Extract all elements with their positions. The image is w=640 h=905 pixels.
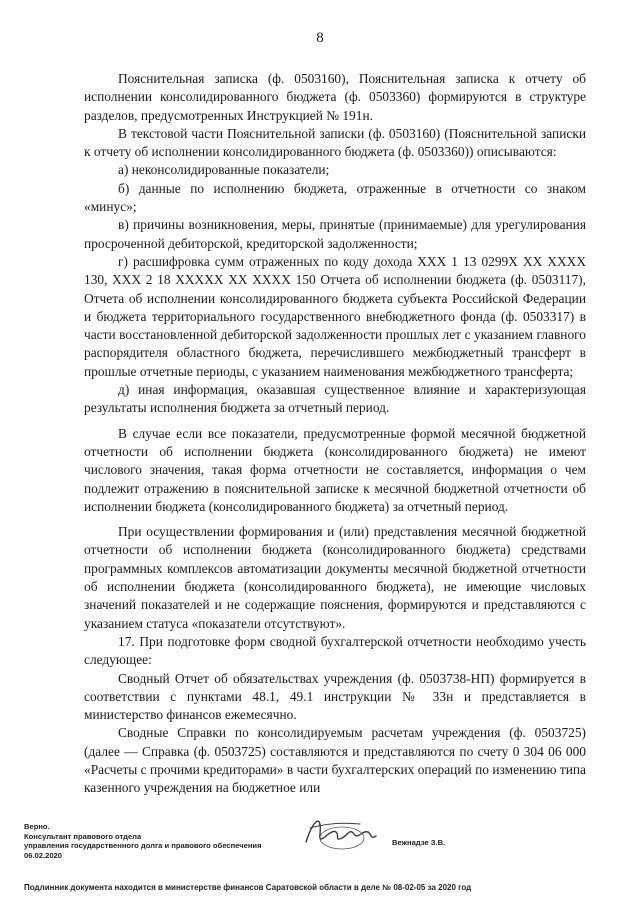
paragraph: а) неконсолидированные показатели; [118, 162, 330, 178]
handwritten-signature [300, 808, 380, 856]
document-body [84, 70, 586, 798]
paragraph: г) расшифровка сумм отраженных по коду дохода ХХХ 1 13 0299Х ХХ ХХХХ 130, ХХХ 2 18 ХХХХХ ХХ ХХХХ 150 Отчета об исполнении бюджета (ф. 0503117), Отчета об исполнении консолидированного бюджета субъекта Российской Федерации и бюджета территориального государственного внебюджетного фонда (ф. 0503317) в части восстановленной дебиторской задолженности прошлых лет с указанием главного распорядителя областного бюджета, перечислившего межбюджетный трансферт в прошлые отчетные периоды, с указанием наименования межбюджетного трансферта; [84, 253, 586, 379]
paragraph: Пояснительная записка (ф. 0503160), Пояснительная записка к отчету об исполнении консолидированного бюджета (ф. 0503360) формируются в структуре разделов, предусмотренных Инструкцией № 191н. [84, 71, 586, 123]
page-number: 8 [316, 30, 324, 46]
certifier-department: управления государственного долга и правового обеспечения [24, 841, 262, 851]
paragraph: При осуществлении формирования и (или) представления месячной бюджетной отчетности об исполнении бюджета (консолидированного бюджета) средствами программных комплексов автоматизации документы месячной бюджетной отчетности об исполнении бюджета (консолидированного бюджета), не имеющие числовых значений показателей и не содержащие пояснения, формируются и представляются с указанием статуса «показатели отсутствуют». [84, 524, 586, 631]
paragraph: в) причины возникновения, меры, принятые (принимаемые) для урегулирования просроченной дебиторской, кредиторской задолженности; [84, 217, 586, 251]
certification-date: 06.02.2020 [24, 850, 63, 860]
paragraph: Сводный Отчет об обязательствах учреждения (ф. 0503738-НП) формируется в соответствии с пунктами 48.1, 49.1 инструкции № 33н и представляется в министерство финансов ежемесячно. [84, 670, 586, 723]
paragraph: 17. При подготовке форм сводной бухгалтерской отчетности необходимо учесть следующее: [84, 633, 586, 668]
paragraph: б) данные по исполнению бюджета, отраженные в отчетности со знаком «минус»; [84, 180, 586, 215]
paragraph: д) иная информация, оказавшая существенное влияние и характеризующая результаты исполнения бюджета за отчетный период. [84, 382, 586, 416]
signer-name: Вежнадзе З.В. [392, 838, 446, 847]
paragraph: В текстовой части Пояснительной записки (ф. 0503160) (Пояснительной записки к отчету об исполнении консолидированного бюджета (ф. 0503360)) описываются: [84, 125, 586, 160]
paragraph: В случае если все показатели, предусмотренные формой месячной бюджетной отчетности об исполнении бюджета (консолидированного бюджета) не имеют числового значения, такая форма отчетности не составляется, информация о чем подлежит отражению в пояснительной записке к месячной бюджетной отчетности об исполнении бюджета (консолидированного бюджета) за отчетный период. [84, 425, 586, 514]
certifier-position: Консультант правового отдела [24, 831, 142, 841]
certification-verno: Верно. [24, 822, 50, 831]
original-location-note: Подлинник документа находится в министерстве финансов Саратовской области в деле № 08-02-05 за 2020 год [24, 883, 472, 892]
paragraph: Сводные Справки по консолидируемым расчетам учреждения (ф. 0503725) (далее — Справка (ф. 0503725) составляются и представляются по счету 0 304 06 000 «Расчеты с прочими кредиторами» в части бухгалтерских операций по изменению типа казенного учреждения на бюджетное или [84, 725, 586, 796]
